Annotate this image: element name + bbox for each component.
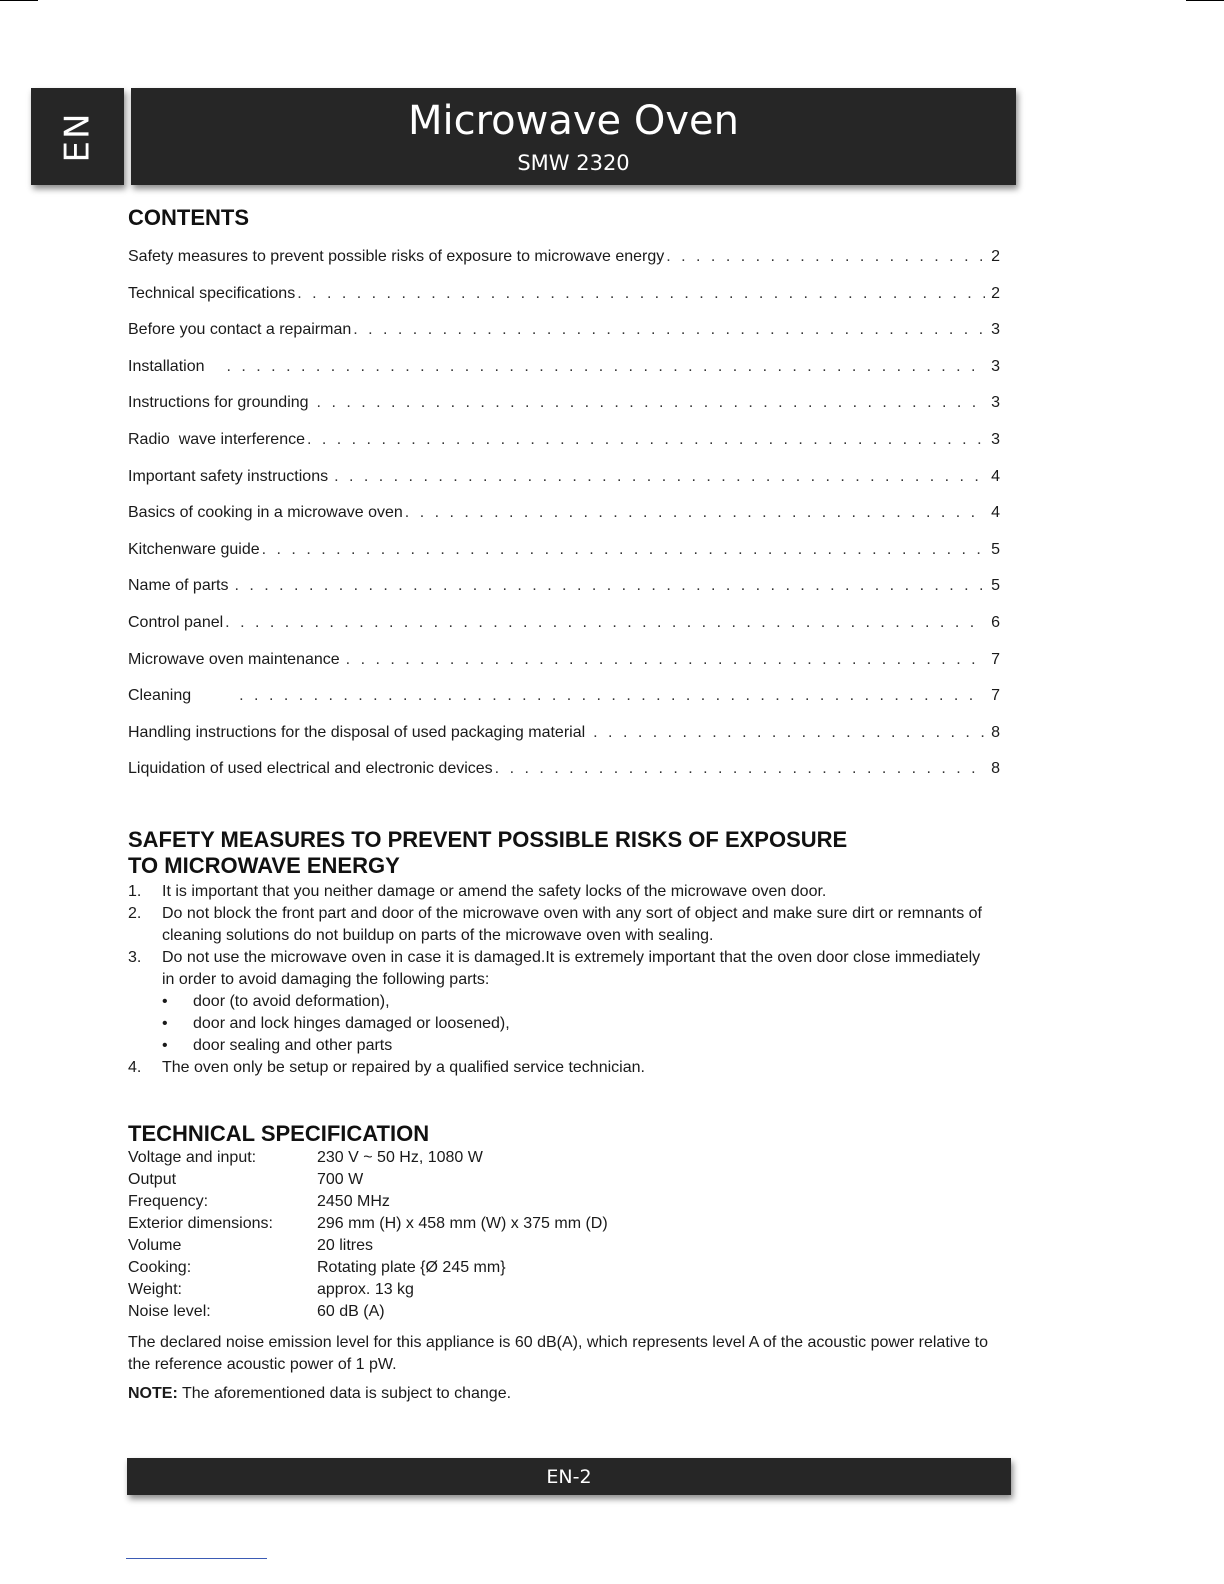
toc-entry [128,429,1000,466]
bullet-text: door and lock hinges damaged or loosened), [193,1015,510,1032]
toc-entry [128,283,1000,320]
list-item-number: 1. [128,883,142,900]
spec-row [128,1235,988,1257]
note-text: The aforementioned data is subject to change. [177,1385,512,1402]
spec-row [128,1257,988,1279]
toc-entry [128,356,1000,393]
toc-leader-dots [225,612,985,634]
spec-key: Exterior dimensions: [128,1215,273,1232]
toc-entry-label: Control panel [128,613,224,631]
list-item [128,1057,988,1079]
spec-value: 20 litres [317,1237,374,1254]
toc-leader-dots [666,246,985,268]
language-tab-label: EN [57,111,98,162]
toc-entry-label: Instructions for grounding [128,394,309,412]
toc-entry-label: Name of parts [128,577,229,595]
bullet-text: door (to avoid deformation), [193,993,390,1010]
toc-entry-page: 5 [991,577,1000,595]
toc-entry [128,319,1000,356]
list-item-text: Do not use the microwave oven in case it is damaged.It is extremely important that the oven door close immediately in order to avoid damaging the following parts: [162,949,981,988]
toc-leader-dots [262,539,985,561]
spec-row [128,1191,988,1213]
bullet-text: door sealing and other parts [193,1037,393,1054]
spec-heading: TECHNICAL SPECIFICATION [128,1121,430,1146]
spec-key: Weight: [128,1281,182,1298]
safety-heading-line1: SAFETY MEASURES TO PREVENT POSSIBLE RISKS OF EXPOSURE [128,827,848,852]
safety-list [128,881,988,1079]
toc-leader-dots [239,685,985,707]
toc-entry-page: 2 [991,248,1000,265]
toc-entry-label: Basics of cooking in a microwave oven [128,504,403,522]
toc-entry-label: Microwave oven maintenance [128,650,340,668]
crop-mark-left [0,0,38,1]
toc-entry [128,502,1000,539]
noise-declaration: The declared noise emission level for this appliance is 60 dB(A), which represents level A of the acoustic power relative to the reference acoustic power of 1 pW. [128,1334,988,1373]
toc-entry-label: Installation [128,357,205,375]
list-item-text: The oven only be setup or repaired by a qualified service technician. [162,1059,645,1076]
toc-leader-dots [297,283,985,305]
toc-entry [128,466,1000,503]
spec-key: Noise level: [128,1303,211,1320]
spec-value: 2450 MHz [317,1193,390,1210]
spec-key: Output [128,1171,177,1188]
toc-leader-dots [334,466,985,488]
toc-entry [128,539,1000,576]
list-item-number: 4. [128,1059,142,1076]
spec-row [128,1213,988,1235]
toc-entry-page: 6 [991,613,1000,631]
crop-mark-right [1186,0,1224,1]
toc-leader-dots [234,575,985,597]
toc-entry-label: Radio wave interference [128,430,305,448]
toc-entry-page: 3 [991,430,1000,448]
bullet-item [128,1035,988,1057]
spec-key: Cooking: [128,1259,192,1276]
list-item-text: Do not block the front part and door of the microwave oven with any sort of object and make sure dirt or remnants of cleaning solutions do not buildup on parts of the microwave oven with sealing. [162,905,982,944]
toc-entry [128,722,1000,759]
spec-value: 296 mm (H) x 458 mm (W) x 375 mm (D) [317,1215,608,1232]
footer-bar [127,1458,1011,1495]
toc-entry-page: 8 [991,760,1000,778]
list-item-number: 2. [128,905,142,922]
bullet-icon: • [162,993,168,1010]
bullet-item [128,991,988,1013]
safety-heading-line2: TO MICROWAVE ENERGY [128,853,400,878]
toc-leader-dots [405,502,985,524]
spec-row [128,1279,988,1301]
toc-leader-dots [227,356,986,378]
toc-entry [128,649,1000,686]
header-bar [131,88,1016,185]
toc-entry-page: 4 [991,467,1000,485]
list-item-text: It is important that you neither damage or amend the safety locks of the microwave oven door. [162,883,827,900]
toc-entry-page: 7 [991,687,1000,705]
toc-leader-dots [307,429,985,451]
spec-value: approx. 13 kg [317,1281,414,1298]
toc-entry-page: 8 [991,723,1000,741]
toc-entry-label: Important safety instructions [128,467,329,485]
spec-table [128,1147,988,1323]
toc-entry-page: 5 [991,540,1000,558]
toc-leader-dots [353,319,985,341]
note-paragraph [128,1383,988,1405]
spec-value: 700 W [317,1171,364,1188]
spec-row [128,1301,988,1323]
spec-value: 60 dB (A) [317,1303,385,1320]
list-item [128,947,988,991]
toc-entry-label: Liquidation of used electrical and electronic devices [128,760,493,778]
list-item-number: 3. [128,949,142,966]
toc-leader-dots [593,722,985,744]
model-number: SMW 2320 [517,151,630,175]
spec-value: 230 V ~ 50 Hz, 1080 W [317,1149,483,1166]
toc-entry-label: Safety measures to prevent possible risks of exposure to microwave energy [128,248,665,265]
spec-row [128,1169,988,1191]
toc-entry-label: Technical specifications [128,284,296,302]
table-of-contents [128,246,1000,795]
toc-entry-label: Handling instructions for the disposal of used packaging material [128,723,586,741]
toc-entry-page: 3 [991,394,1000,412]
note-label: NOTE: [128,1385,178,1402]
toc-entry-label: Before you contact a repairman [128,321,352,339]
footnote-rule [126,1558,267,1559]
toc-entry-page: 7 [991,650,1000,668]
list-item [128,881,988,903]
spec-row [128,1147,988,1169]
toc-entry-page: 4 [991,504,1000,522]
page-title: Microwave Oven [408,98,739,144]
toc-entry [128,685,1000,722]
toc-entry [128,392,1000,429]
toc-entry-page: 3 [991,321,1000,339]
bullet-icon: • [162,1037,168,1054]
safety-heading [128,827,847,879]
spec-key: Volume [128,1237,182,1254]
toc-entry [128,575,1000,612]
spec-value: Rotating plate {Ø 245 mm} [317,1259,506,1276]
toc-entry-label: Kitchenware guide [128,540,260,558]
spec-key: Frequency: [128,1193,209,1210]
toc-leader-dots [346,649,985,671]
toc-entry [128,758,1000,795]
language-tab [31,88,124,185]
toc-entry-label: Cleaning [128,687,192,705]
toc-leader-dots [495,758,985,780]
toc-entry-page: 3 [991,357,1000,375]
page-number: EN-2 [546,1466,592,1488]
toc-entry-page: 2 [991,284,1000,302]
list-item [128,903,988,947]
bullet-item [128,1013,988,1035]
toc-entry [128,246,1000,283]
toc-entry [128,612,1000,649]
toc-leader-dots [317,392,986,414]
spec-key: Voltage and input: [128,1149,257,1166]
bullet-icon: • [162,1015,168,1032]
contents-heading: CONTENTS [128,205,249,230]
